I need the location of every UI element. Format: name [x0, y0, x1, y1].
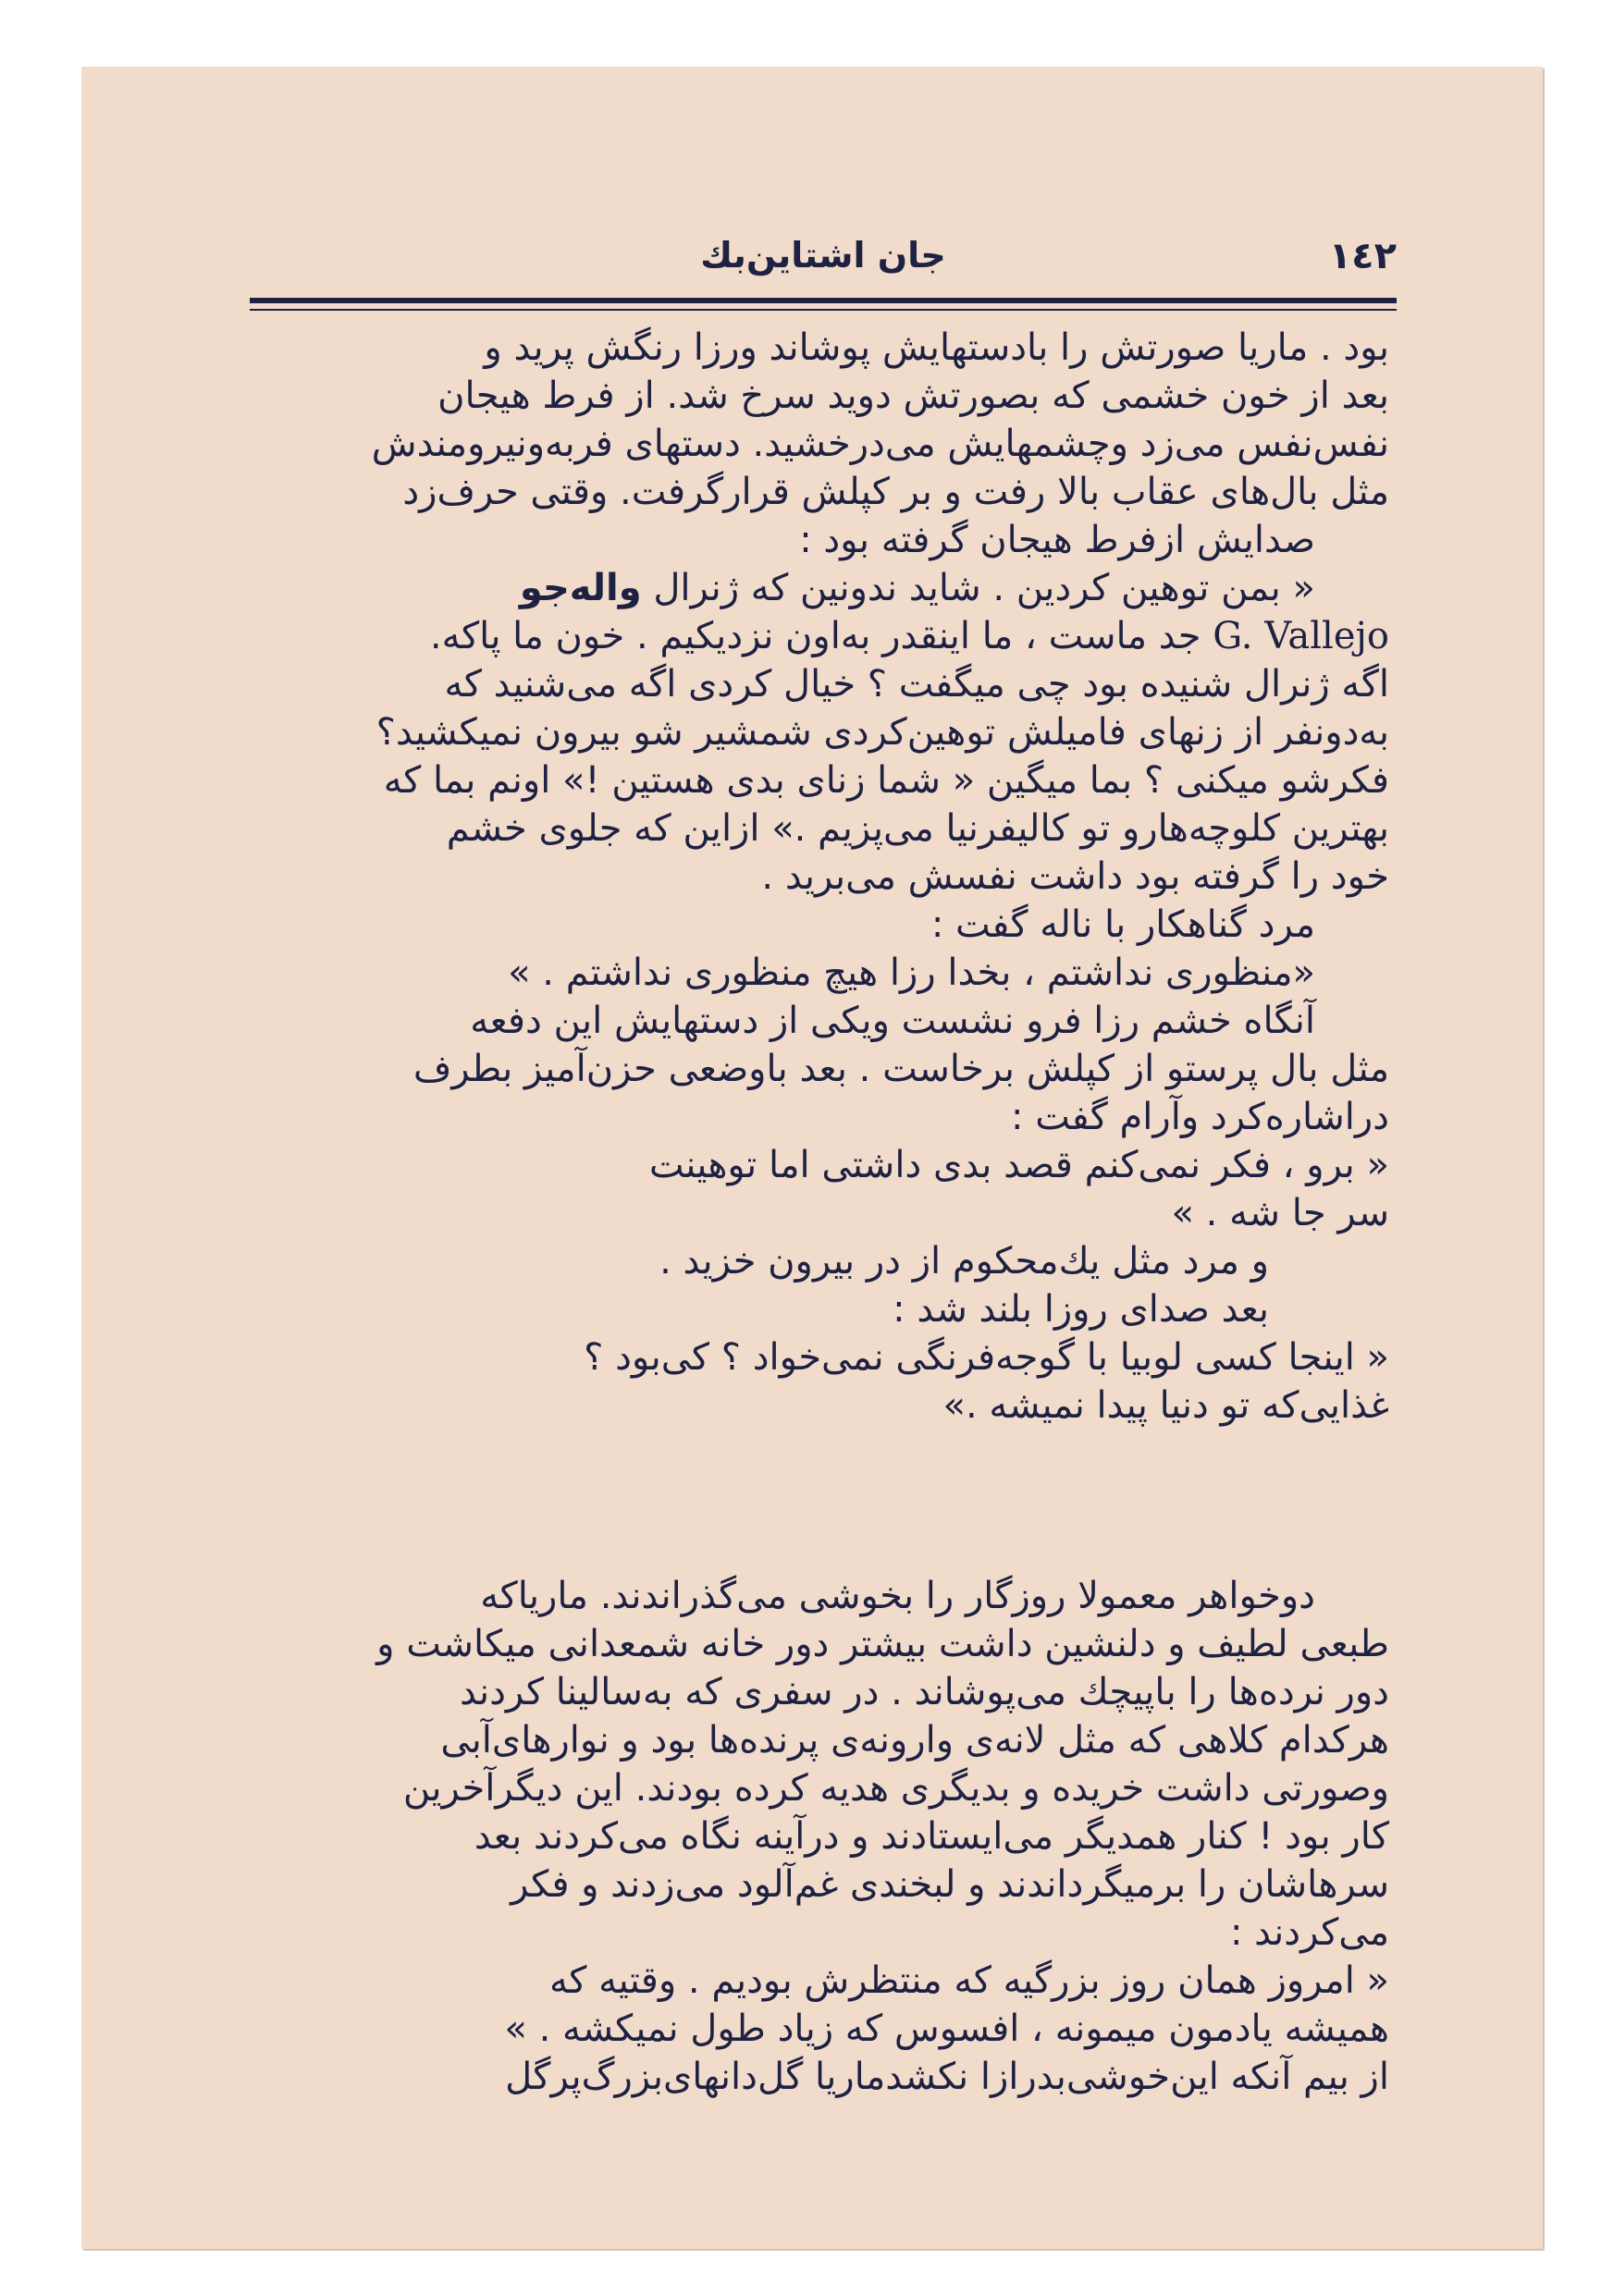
text-line	[261, 612, 1389, 660]
text-line: فکرشو میکنی ؟ بما میگین « شما زنای بدی هستین !» اونم بما که	[383, 759, 1389, 802]
text-line: طبعی لطیف و دلنشین داشت بیشتر دور خانه شمعدانی میکاشت و	[376, 1623, 1389, 1665]
text-line: همیشه یادمون میمونه ، افسوس که زیاد طول نمیکشه . »	[504, 2007, 1389, 2050]
header-rule-thin	[250, 309, 1397, 311]
header-rule	[250, 298, 1397, 303]
text-line: مثل بال‌های عقاب بالا رفت و بر کپلش قرارگرفت. وقتی حرف‌زد	[402, 471, 1389, 513]
text-line: هرکدام کلاهی که مثل لانه‌ی وارونه‌ی پرنده‌ها بود و نوارهای‌آبی	[440, 1719, 1389, 1762]
text-line: به‌دونفر از زنهای فامیلش توهین‌کردی شمشیر شو بیرون نمیکشید؟	[376, 711, 1389, 754]
text-line: سرهاشان را برمیگرداندند و لبخندی غم‌آلود می‌زدند و فکر	[511, 1863, 1389, 1906]
text-line	[261, 564, 1389, 612]
text-line: مثل بال پرستو از کپلش برخاست . بعد باوضعی حزن‌آمیز بطرف	[413, 1048, 1389, 1090]
text-line: « امروز همان روز بزرگیه که منتظرش بودیم . وقتیه که	[548, 1959, 1389, 2002]
running-title: جان اشتاین‌بك	[700, 235, 946, 276]
body-text-bottom	[261, 1572, 1389, 2101]
text-line: «منظوری نداشتم ، بخدا رزا هیچ منظوری نداشتم . »	[508, 952, 1315, 994]
page-number: ١٤٢	[1328, 235, 1397, 277]
text-line: « اینجا کسی لوبیا با گوجه‌فرنگی نمی‌خواد ؟ کی‌بود ؟	[584, 1336, 1389, 1379]
text-line: بود . ماریا صورتش را بادستهایش پوشاند ورزا رنگش پرید و	[484, 326, 1389, 369]
text-line: غذایی‌که تو دنیا پیدا نمیشه .»	[942, 1384, 1389, 1427]
quote-text: « بمن توهین کردین . شاید ندونین که ژنرال	[653, 567, 1315, 609]
text-line: می‌کردند :	[1229, 1911, 1389, 1954]
text-line: آنگاه خشم رزا فرو نشست ویکی از دستهایش این دفعه	[470, 1000, 1315, 1042]
text-line: دوخواهر معمولا روزگار را بخوشی می‌گذراندند. ماریاکه	[480, 1575, 1315, 1617]
text-line: از بیم آنکه این‌خوشی‌بدرازا نکشدماریا گل‌دانهای‌بزرگ‌پرگل	[505, 2056, 1389, 2098]
body-text-top	[261, 324, 1389, 1430]
text-line: مرد گناهکار با ناله گفت :	[930, 903, 1315, 946]
text-line: « برو ، فکر نمی‌کنم قصد بدی داشتی اما توهینت	[648, 1144, 1389, 1186]
text-line: و مرد مثل یك‌محکوم از در بیرون خزید .	[659, 1240, 1269, 1283]
text-line: کار بود ! کنار همدیگر می‌ایستادند و درآینه نگاه می‌کردند بعد	[474, 1815, 1389, 1858]
text-line: سر جا شه . »	[1171, 1192, 1389, 1234]
vallejo-persian: واله‌جو	[519, 567, 642, 609]
text-line: صدایش ازفرط هیجان گرفته بود :	[799, 519, 1315, 561]
quote-text: جد ماست ، ما اینقدر به‌اون نزدیکیم . خون ما پاکه.	[429, 615, 1201, 657]
text-line: بهترین کلوچه‌هارو تو کالیفرنیا می‌پزیم .» ازاین که جلوی خشم	[446, 807, 1389, 850]
text-line: دور نرده‌ها را باپیچك می‌پوشاند . در سفری که به‌سالینا کردند	[459, 1671, 1389, 1713]
text-line: خود را گرفته بود داشت نفسش می‌برید .	[761, 855, 1389, 898]
text-line: وصورتی داشت خریده و بدیگری هدیه کرده بودند. این دیگرآخرین	[402, 1767, 1389, 1810]
text-line: بعد صدای روزا بلند شد :	[893, 1288, 1269, 1331]
vallejo-latin: G. Vallejo	[1213, 615, 1389, 657]
text-line: اگه ژنرال شنیده بود چی میگفت ؟ خیال کردی اگه می‌شنید که	[444, 663, 1389, 706]
text-line: نفس‌نفس می‌زد وچشمهایش می‌درخشید. دستهای فربه‌ونیرومندش	[371, 423, 1389, 465]
page-header	[250, 235, 1397, 290]
text-line: دراشاره‌کرد وآرام گفت :	[1011, 1096, 1389, 1138]
text-line: بعد از خون خشمی که بصورتش دوید سرخ شد. از فرط هیجان	[437, 374, 1389, 417]
